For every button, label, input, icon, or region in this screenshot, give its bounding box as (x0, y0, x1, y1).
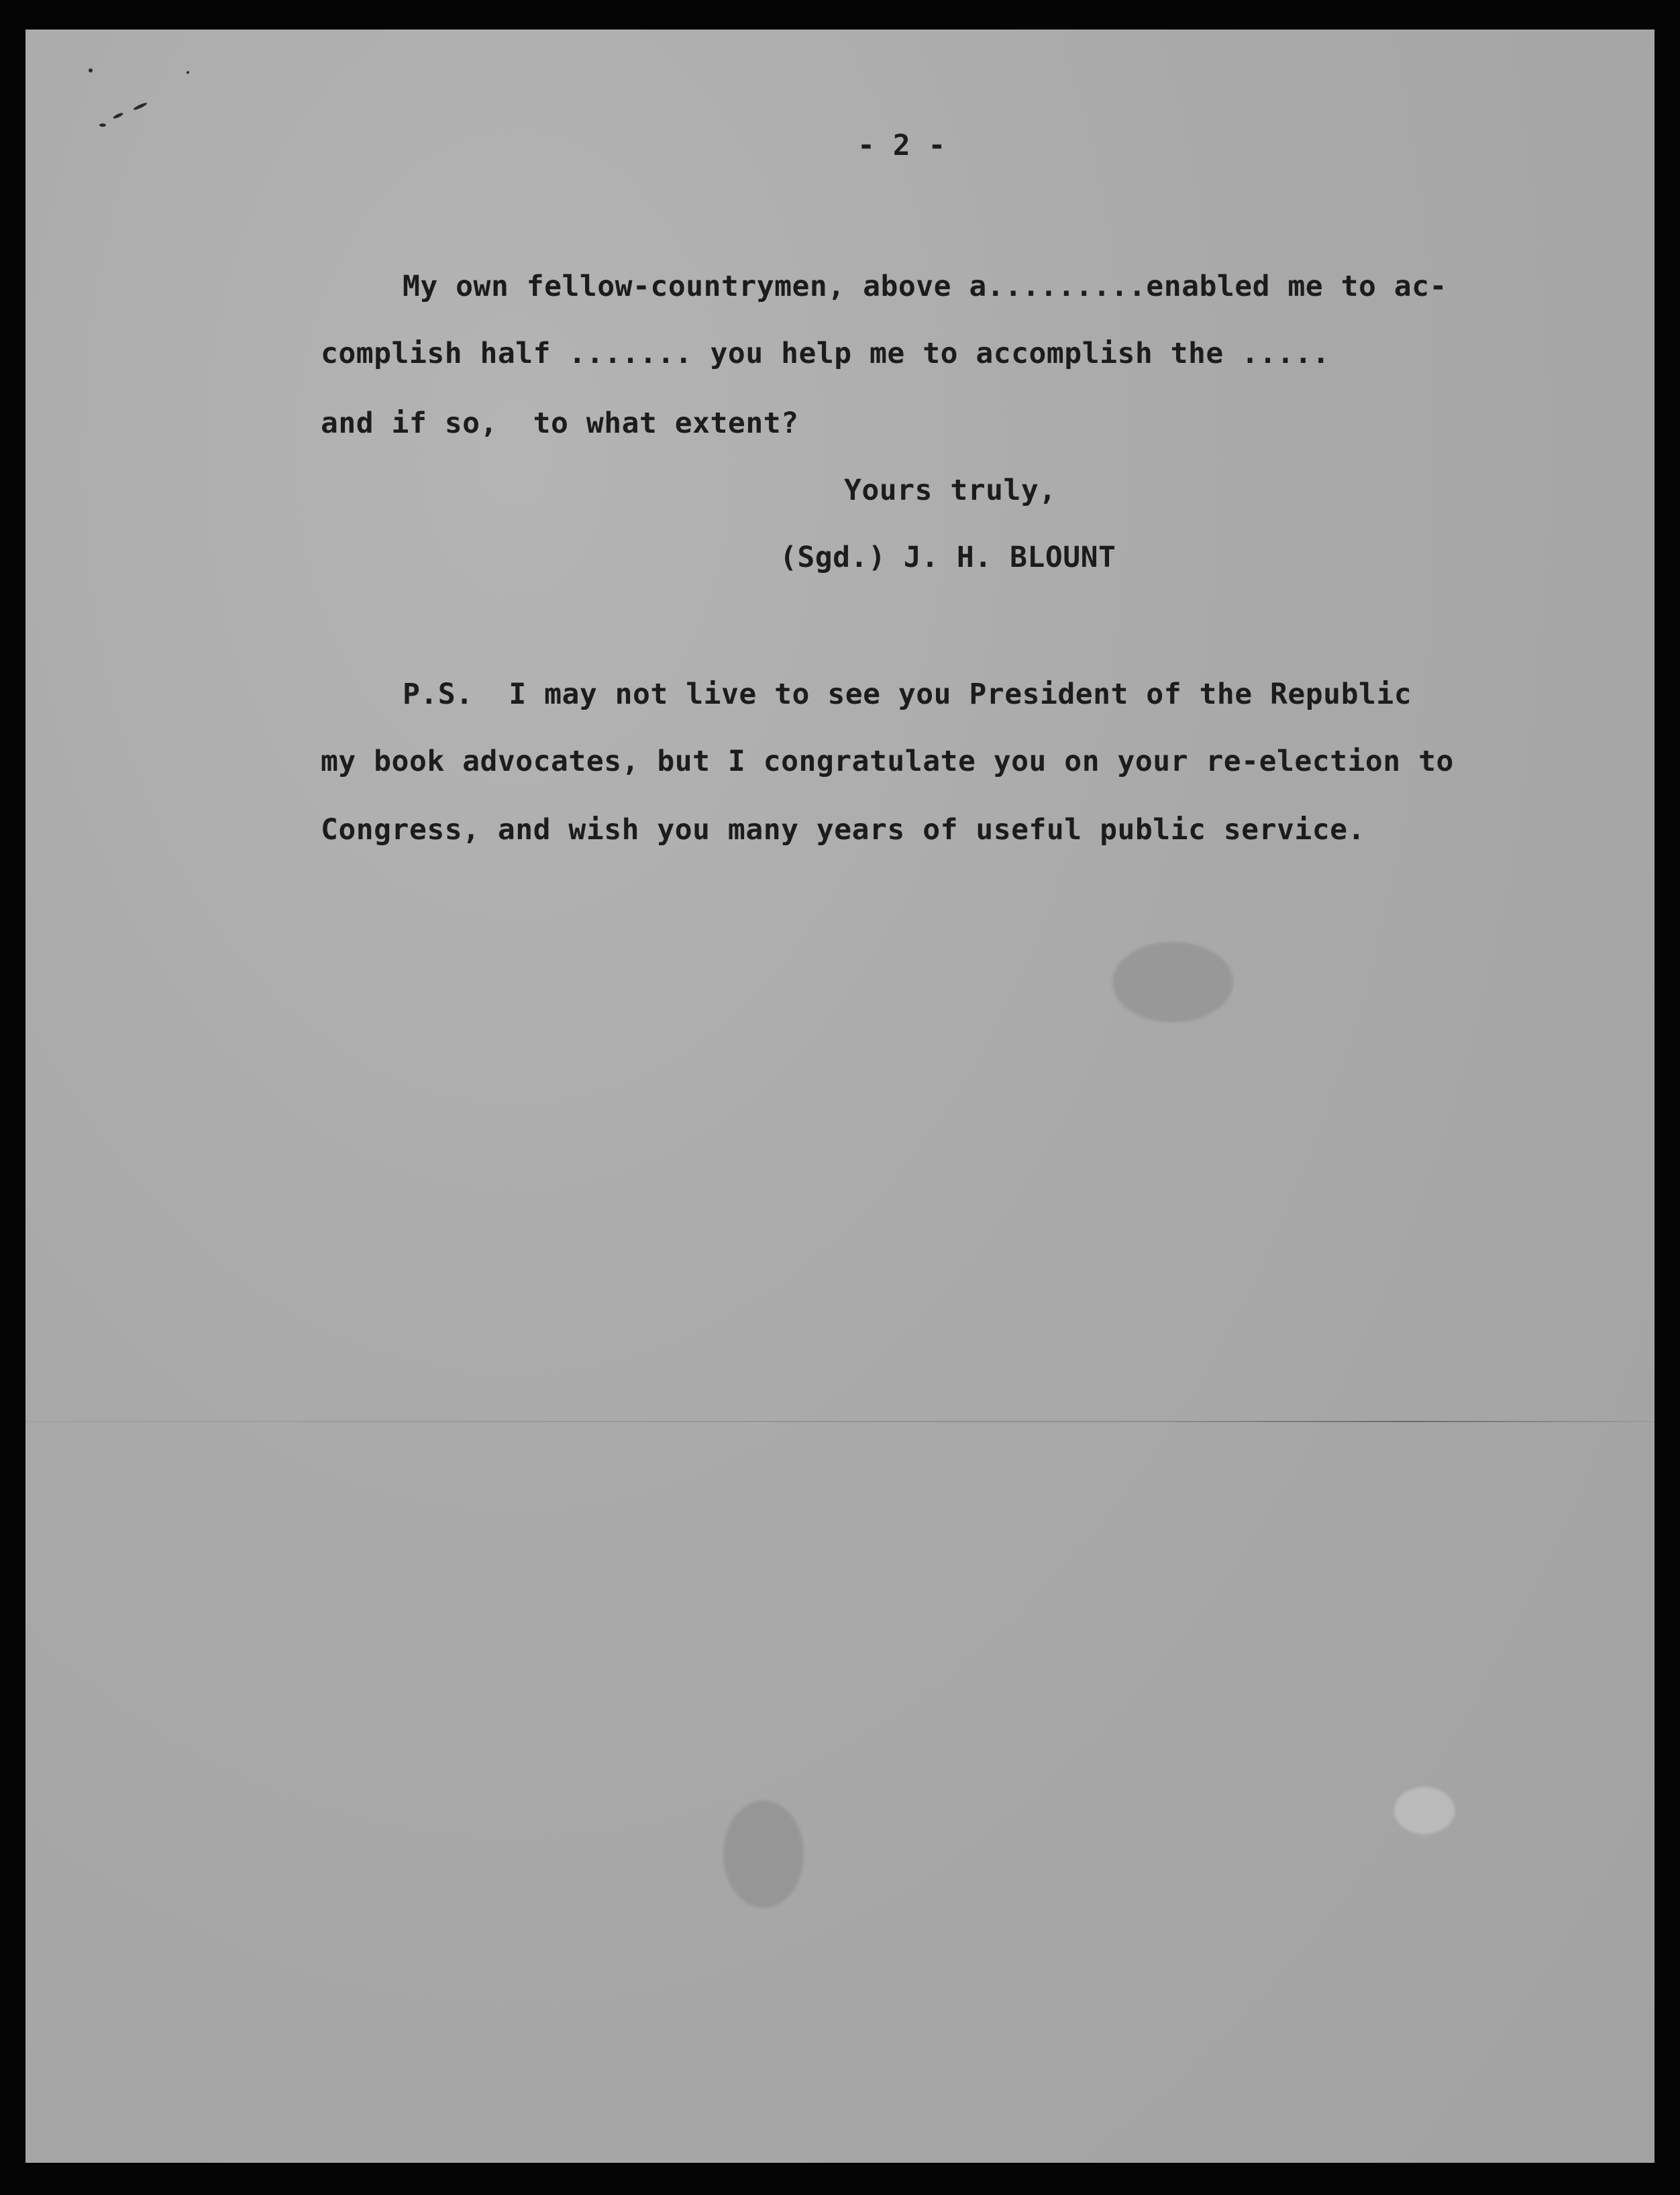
body-line: My own fellow-countrymen, above a.........enabled me to ac- (403, 270, 1447, 303)
closing: Yours truly, (844, 474, 1057, 507)
postscript-line: Congress, and wish you many years of useful public service. (321, 813, 1365, 847)
ink-speck (89, 68, 93, 72)
ink-speck (113, 112, 124, 119)
paper-smudge (1394, 1787, 1455, 1834)
postscript-line: P.S. I may not live to see you President of the Republic (403, 678, 1412, 711)
fold-crease (25, 1421, 1655, 1422)
body-line: complish half ....... you help me to accomplish the ..... (321, 337, 1330, 370)
ink-speck (133, 102, 148, 111)
signature: (Sgd.) J. H. BLOUNT (780, 541, 1116, 574)
postscript-line: my book advocates, but I congratulate you on your re-election to (321, 745, 1454, 778)
paper-smudge (723, 1801, 804, 1908)
ink-speck (187, 71, 189, 74)
page-number: - 2 - (857, 129, 946, 162)
paper-smudge (1112, 942, 1233, 1022)
ink-speck (99, 123, 106, 127)
body-line: and if so, to what extent? (321, 407, 799, 440)
document-page (25, 30, 1655, 2163)
